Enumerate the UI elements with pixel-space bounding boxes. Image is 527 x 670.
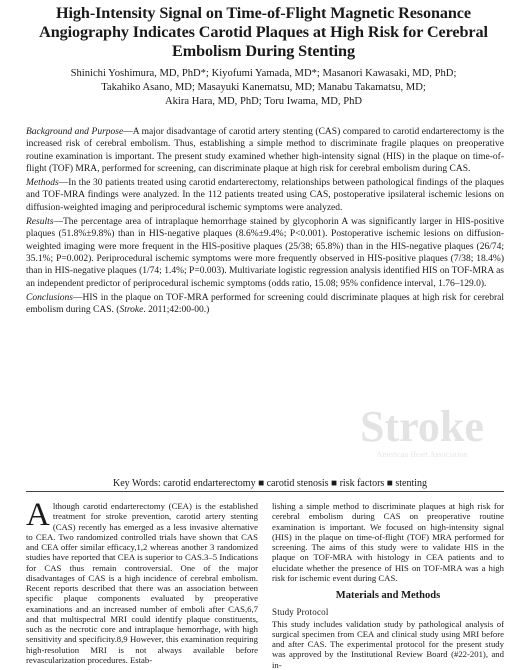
section-divider: [26, 491, 504, 492]
author-line: Takahiko Asano, MD; Masayuki Kanematsu, MD; Manabu Takamatsu, MD;: [101, 82, 426, 93]
keywords: Key Words: carotid endarterectomy ■ carotid stenosis ■ risk factors ■ stenting: [113, 478, 427, 489]
citation-open: (: [113, 305, 120, 316]
abstract-conclusions: [26, 292, 504, 317]
drop-cap: A: [26, 497, 50, 533]
author-list: [30, 67, 497, 109]
watermark-logo-text: Stroke: [360, 402, 484, 451]
abstract-results: [26, 216, 504, 290]
abstract-background: [26, 126, 504, 175]
watermark-publisher: American Heart Association: [376, 450, 468, 459]
body-column-right: [272, 501, 504, 670]
citation-journal: Stroke: [119, 305, 144, 316]
abstract-methods: [26, 177, 504, 214]
author-line: Shinichi Yoshimura, MD, PhD*; Kiyofumi Yamada, MD*; Masanori Kawasaki, MD, PhD;: [70, 68, 457, 79]
citation-rest: . 2011;42:00-00.): [143, 305, 210, 316]
intro-continued: lishing a simple method to discriminate plaques at high risk for cerebral embolism during CAS on preoperative routine examination is important. We focused on high-intensity signal (HIS) in the plaque on time-of-flight (TOF) MRA performed for screening. The aims of this study were to validate HIS in the plaque on TOF-MRA with histology in CEA patients and to elucidate whether the presence of HIS on TOF-MRA was a high risk for ischemic event during CAS.: [272, 501, 504, 583]
author-line: Akira Hara, MD, PhD; Toru Iwama, MD, PhD: [164, 96, 363, 107]
body-column-left: [26, 497, 258, 665]
methods-text: This study includes validation study by pathological analysis of surgical specimen from CEA and clinical study using MRI before and after CAS. The experimental protocol for the present study was approved by the Institutional Review Board (#22-201), and in-: [272, 618, 504, 670]
abstract-label: Results: [26, 217, 54, 228]
article-title: High-Intensity Signal on Time-of-Flight Magnetic Resonance Angiography Indicates Carotid Plaques at High Risk for Cerebral Embolism During Stenting: [39, 4, 488, 60]
intro-paragraph: [26, 497, 258, 665]
abstract: [26, 126, 504, 318]
abstract-text: —The percentage area of intraplaque hemorrhage stained by glycophorin A was significantly larger in HIS-positive plaques (51.8%±9.8%) than in HIS-negative plaques (8.6%±9.4%; P<0.001). Postoperative ischemic lesions on diffusion-weighted imaging were more frequent in the HIS-positive plaques (25/38; 65.8%) than in the HIS-negative plaques (26/74; 35.1%; P=0.002). Periprocedural ischemic symptoms were more frequently observed in HIS-positive plaques (7/38; 18.4%) than in HIS-negative plaques (1/74; 1.4%; P=0.003). Multivariate logistic regression analysis identified HIS on TOF-MRA as an independent predictor of periprocedural ischemic symptoms (odds ratio, 15.08; 95% confidence interval, 1.76–129.0).: [26, 217, 504, 289]
abstract-label: Methods: [26, 178, 59, 189]
abstract-label: Conclusions: [26, 292, 73, 303]
abstract-text: —A major disadvantage of carotid artery stenting (CAS) compared to carotid endarterectomy is the increased risk of cerebral embolism. Thus, establishing a simple method to discriminate fragile plaques on preoperative routine examination is important. The present study examined whether high-intensity signal (HIS) in the plaque on time-of-flight (TOF) MRA, performed for screening, can discriminate plaque at high risk for cerebral embolism during CAS.: [26, 127, 505, 174]
abstract-text: —HIS in the plaque on TOF-MRA performed for screening could discriminate plaques at high risk for cerebral embolism during CAS.: [26, 292, 504, 316]
abstract-label: Background and Purpose: [26, 127, 124, 137]
abstract-text: —In the 30 patients treated using carotid endarterectomy, relationships between pathological findings of the plaques and TOF-MRA findings were analyzed. In the 112 patients treated using CAS, postoperative ipsilateral ischemic lesions on diffusion-weighted imaging and periprocedural ischemic symptoms were analyzed.: [26, 178, 504, 213]
subsection-heading: Study Protocol: [272, 607, 329, 618]
section-heading: Materials and Methods: [335, 590, 441, 601]
intro-text: lthough carotid endarterectomy (CEA) is the established treatment for stroke prevention, carotid artery stenting (CAS) recently has emerged as a less invasive alternative to CEA. Two randomized controlled trials have shown that CAS and CEA offer similar efficacy,1,2 whereas another 3 randomized studies have reported that CEA is superior to CAS.3–5 Indications for CAS thus remain controversial. One of the major disadvantages of CAS is a high incidence of cerebral embolism. Recent reports described that there was an association between specific plaque components evaluated by preoperative examinations and an increased number of emboli after CAS,6,7 and that multispectral MRI could identify plaque constituents, such as the necrotic core and intraplaque hemorrhage, with high sensitivity and specificity.8,9 However, this examination requiring high-resolution MRI is not always available before revascularization procedures. Estab-: [26, 501, 258, 665]
